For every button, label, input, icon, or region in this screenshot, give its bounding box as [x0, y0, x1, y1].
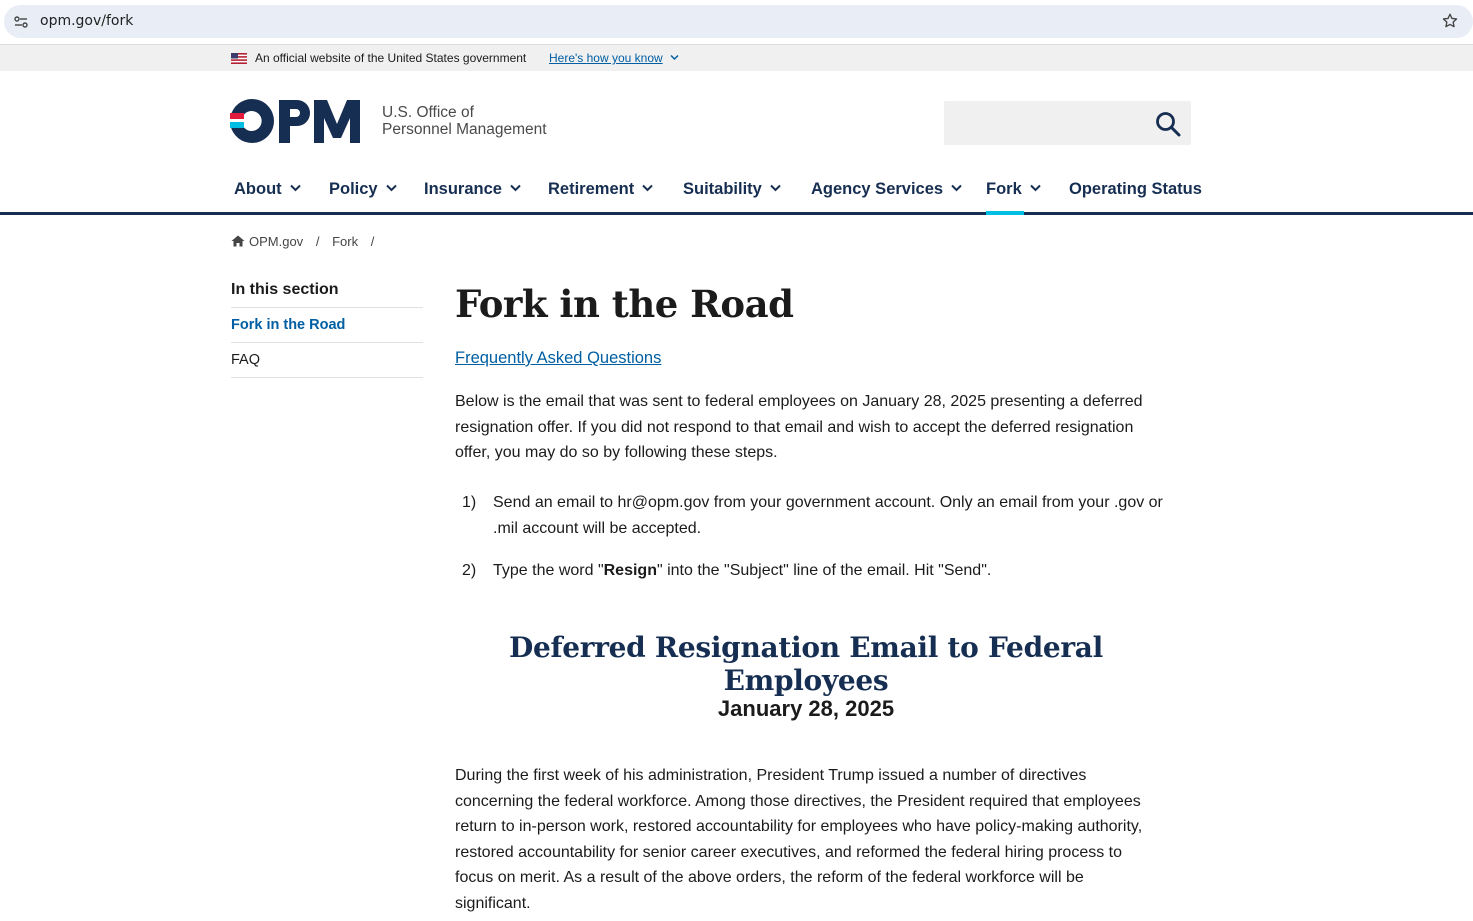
chevron-down-icon — [642, 184, 653, 192]
search-box — [944, 101, 1191, 145]
gov-banner — [0, 44, 1473, 71]
chevron-down-icon — [386, 184, 397, 192]
sidebar-heading: In this section — [231, 281, 423, 308]
body-paragraph: During the first week of his administration, President Trump issued a number of directives concerning the federal workforce. Among those directives, the President required that employees return to in-person work, restored accountability for employees who have policy-making authority, restored accountability for senior career executives, and reformed the federal hiring process to focus on merit. As a result of the above orders, the reform of the federal workforce will be significant. — [455, 767, 1143, 912]
url-text[interactable]: opm.gov/fork — [40, 13, 134, 29]
tagline-line1: U.S. Office of — [382, 104, 474, 121]
nav-insurance[interactable]: Insurance — [424, 180, 521, 199]
faq-link[interactable]: Frequently Asked Questions — [455, 349, 662, 367]
section-heading: Deferred Resignation Email to Federal Employees — [509, 631, 1103, 697]
breadcrumb-separator: / — [370, 234, 375, 249]
logo-tagline — [382, 104, 547, 138]
breadcrumb-separator: / — [315, 234, 320, 249]
chevron-down-icon — [290, 184, 301, 192]
bookmark-star-icon[interactable] — [1441, 12, 1459, 30]
nav-policy[interactable]: Policy — [329, 180, 397, 199]
breadcrumb-home[interactable]: OPM.gov — [249, 234, 304, 249]
sidebar-item-fork-in-the-road[interactable]: Fork in the Road — [231, 308, 423, 343]
steps-list — [455, 490, 1165, 600]
step-text-after: " into the "Subject" line of the email. Hit "Send". — [656, 562, 992, 579]
step-bold-word: Resign — [603, 562, 657, 579]
step-text-before: Type the word " — [493, 562, 604, 579]
list-item — [455, 558, 1165, 584]
step-number: 1) — [462, 494, 477, 511]
search-button[interactable] — [1155, 111, 1181, 137]
nav-about[interactable]: About — [234, 180, 301, 199]
breadcrumb-fork[interactable]: Fork — [332, 234, 359, 249]
chevron-down-icon — [770, 184, 781, 192]
site-settings-icon[interactable] — [13, 14, 29, 30]
breadcrumb — [231, 234, 383, 249]
home-icon — [231, 235, 245, 247]
chevron-down-icon — [1030, 184, 1041, 192]
section-date: January 28, 2025 — [717, 696, 895, 721]
search-icon — [1155, 111, 1181, 137]
nav-suitability[interactable]: Suitability — [683, 180, 781, 199]
chevron-down-icon — [510, 184, 521, 192]
nav-agency-services[interactable]: Agency Services — [811, 180, 962, 199]
address-bar[interactable] — [4, 5, 1473, 38]
nav-active-indicator — [986, 211, 1024, 215]
nav-fork[interactable]: Fork — [986, 180, 1041, 199]
search-input[interactable] — [944, 101, 1144, 145]
gov-banner-text: An official website of the United States government — [255, 51, 527, 65]
heres-how-you-know-link[interactable]: Here's how you know — [549, 51, 663, 65]
step-number: 2) — [462, 562, 477, 579]
section-sidebar — [231, 281, 423, 378]
browser-toolbar — [0, 0, 1473, 44]
nav-retirement[interactable]: Retirement — [548, 180, 653, 199]
us-flag-icon — [231, 53, 247, 64]
step-text: Send an email to hr@opm.gov from your government account. Only an email from your .gov or .mil account will be accepted. — [493, 494, 1163, 537]
nav-operating-status[interactable]: Operating Status — [1069, 180, 1202, 198]
chevron-down-icon — [951, 184, 962, 192]
intro-paragraph: Below is the email that was sent to federal employees on January 28, 2025 presenting a deferred resignation offer. If you did not respond to that email and wish to accept the deferred resignation offer, you may do so by following these steps. — [455, 393, 1143, 461]
tagline-line2: Personnel Management — [382, 121, 547, 138]
opm-logo[interactable] — [230, 98, 370, 146]
page-title: Fork in the Road — [455, 282, 794, 326]
sidebar-item-faq[interactable]: FAQ — [231, 343, 423, 378]
list-item — [455, 490, 1165, 542]
chevron-down-icon[interactable] — [670, 54, 679, 61]
main-nav — [0, 168, 1473, 215]
